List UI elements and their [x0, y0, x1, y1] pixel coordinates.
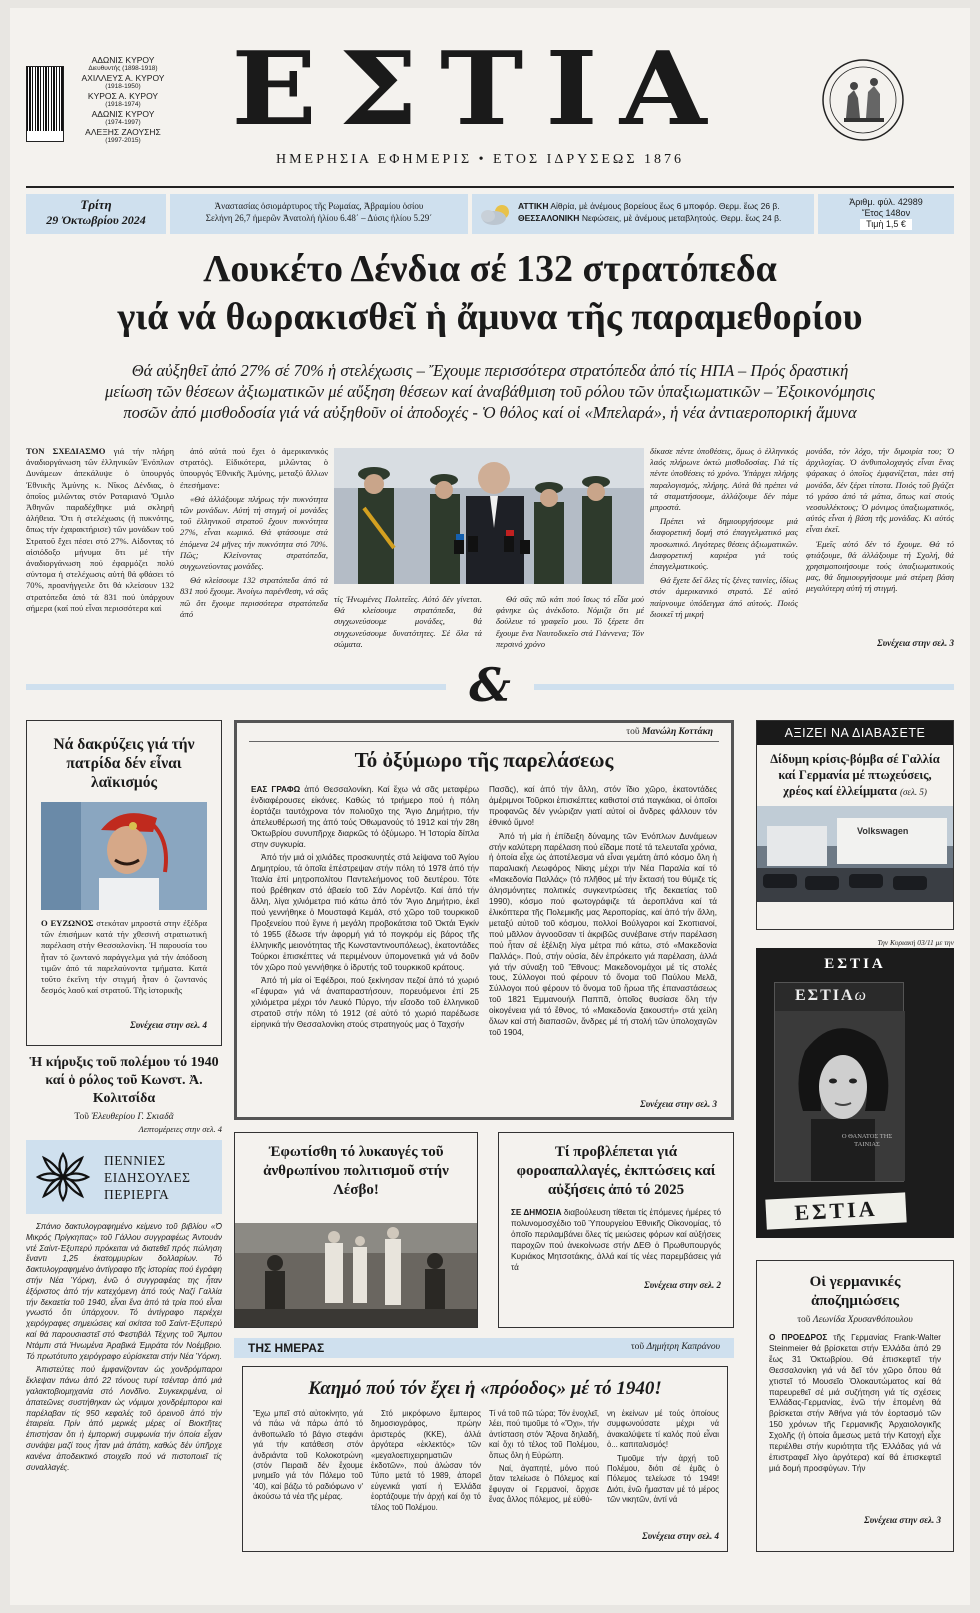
today-column-3 [489, 1409, 599, 1545]
paradox-p1: ἀπό Θεσσαλονίκη. Καί ἔχω νά σᾶς μεταφέρω ἐνδιαφέρουσες εἰκόνες. Καθώς τό τριήμερο πού ἡ πόλη ἑορτάζει ταυτόχρονα τόν πολιοῦχο της Ἅγιο Δημήτριο, τήν ἀπελευθέρωσή της ἀπό τούς Ὀθωμανούς τό 1912 καί τήν 28η Ὀκτωβρίου συνυπῆρχε διαρκῶς τό ὀξύμωρο. Ἡ Ἱστορία δίπλα στην συγκυρία. [251, 785, 479, 849]
paradox-box [234, 720, 734, 1120]
sunday-inner-cover [774, 982, 904, 1182]
paradox-byline [626, 727, 713, 737]
today-column-4 [607, 1409, 719, 1529]
today-label: ΤΗΣ ΗΜΕΡΑΣ [248, 1341, 325, 1355]
herald-box [26, 1054, 222, 1138]
lead-column-1 [26, 446, 174, 652]
evzone-continued: Συνέχεια στην σελ. 4 [130, 1020, 207, 1030]
today-column-2 [371, 1409, 481, 1545]
lead-dropcap: ΤΟΝ ΣΧΕΔΙΑΣΜΟ [26, 446, 106, 456]
lead-deck-line1: Θά αὐξηθεῖ ἀπό 27% σέ 70% ἡ στελέχωσις – Ἔχουμε περισσότερα στρατόπεδα ἀπό τίς ΗΠΑ – Πρός δραστική [131, 361, 849, 380]
lead-col5-text: δίκασε πέντε ὑποθέσεις, ὅμως ὁ ἑλληνικός λαός πλήρωνε ὀκτώ μισθοδοσίας. Γιά τίς πέντε ὑποθέσεις τό χρόνο. Ὑπάρχει πλήρης παραλογισμός, πλήρης. Αὐτά θά πρέπει νά τά σταματήσουμε, ἀλλάζουμε δέν πάμε μπροστά. [650, 446, 798, 513]
tax-headline: Τί προβλέπεται γιά φοροαπαλλαγές, ἐκπτώσεις καί αὐξήσεις ἀπό τό 2025 [516, 1144, 716, 1198]
date-label: 29 Ὀκτωβρίου 2024 [46, 213, 146, 227]
lead-headline-line1: Λουκέτο Δένδια σέ 132 στρατόπεδα [203, 248, 777, 290]
price-tag: Τιμὴ 1,5 € [860, 219, 912, 230]
paradox-p3: Ἀπό τή μία οἱ Ἐφέδροι, πού ξεκίνησαν πεζοί ἀπό τό χωριό «Γέφυρα» γιά νά ἀναπαραστήσουν, πορευόμενοι ἐπί 25 χιλιόμετρα μέχρι τόν Λευκό Πύργο, τήν εἴσοδο τοῦ ἑλληνικοῦ στρατοῦ στήν πόλη τό 1912 (σέ αὐτό τό χωριό παρέδωσε εἰρηνικά τήν Θεσσαλονίκη στούς στρατηγούς μας ὁ Ταχσήν [251, 976, 479, 1030]
newspaper-title: ΕΣΤΙΑ [231, 30, 729, 149]
lead-col5c-text: Θά ἔχετε δεῖ ὅλες τίς ξένες ταινίες, ἰδίως στόν ἀμερικανικό στρατό. Σέ αὐτό παίρνουμε ὑπόδειγμα ἀπό αὐτούς. Ποιός διοικεῖ τή μικρή [650, 575, 798, 619]
lead-deck [26, 360, 954, 423]
german-box [756, 1260, 954, 1552]
lesvos-photo [235, 1223, 477, 1327]
today-box [242, 1366, 728, 1552]
tax-continued: Συνέχεια στην σελ. 2 [644, 1280, 721, 1290]
evzone-body [41, 918, 207, 1018]
german-byline-prefix: τοῦ [797, 1315, 811, 1325]
founder-name: ΑΛΕΞΗΣ ΖΑΟΥΣΗΣ [85, 127, 161, 137]
weather-attica-label: ΑΤΤΙΚΗ [518, 201, 549, 211]
sunday-title: ΕΣΤΙΑ [824, 956, 886, 972]
masthead-rule [26, 186, 954, 188]
today-headline: Καημό πού τόν ἔχει ἡ «πρόοδος» μέ τό 1940! [308, 1378, 662, 1399]
worth-label: ΑΞΙΖΕΙ ΝΑ ΔΙΑΒΑΣΕΤΕ [757, 721, 953, 745]
today-c4: νη ἐκείνων μέ τούς ὁποίους συμφωνούσατε μέχρι νά ἀνακαλύψετε τί καλός πού εἶναι ὁ... καπιταλισμός! [607, 1409, 719, 1450]
founder-name: ΑΔΩΝΙΣ ΚΥΡΟΥ [91, 109, 155, 119]
lead-col6b-text: Ἐμεῖς αὐτό δέν τό ἔχουμε. Θά τό φτιάξουμε, θά ἀλλάξουμε τή Σχολή, θά χρησιμοποιήσουμε τούς ὑπαξιωματικούς μας, θά δημιουργήσουμε μιά στέρεη βάση μεγαλύτερη αὐτή τή στιγμή. [806, 538, 954, 594]
paradox-rule [249, 741, 719, 742]
paradox-continued: Συνέχεια στην σελ. 3 [640, 1099, 717, 1109]
paradox-byline-name: Μανώλη Κοττάκη [641, 727, 713, 737]
ampersand-ornament: & [469, 658, 511, 712]
newspaper-subtitle: ΗΜΕΡΗΣΙΑ ΕΦΗΜΕΡΙΣ • ΕΤΟΣ ΙΔΡΥΣΕΩΣ 1876 [276, 152, 684, 167]
herald-byline-name: Ἐλευθερίου Γ. Σκιαδᾶ [91, 1112, 174, 1122]
sunday-bottom-banner [765, 1192, 906, 1229]
sunday-bottom-title: ΕΣΤΙΑ [793, 1195, 879, 1226]
divider-left [26, 684, 446, 690]
german-byline-name: Λεωνίδα Χρυσανθόπουλου [812, 1315, 913, 1325]
worth-photo [757, 806, 953, 902]
sunday-caption: Την Κυριακή 03/11 με την [877, 938, 954, 947]
brief-header [26, 1140, 222, 1214]
today-byline [631, 1342, 720, 1352]
paradox-p2: Ἀπό τήν μιά οἱ χιλιάδες προσκυνητές στά λείψανα τοῦ Ἁγίου Δημητρίου, τά ὁποῖα ἐπέστρεψαν στήν πόλη τό 1978 ἀπό τήν Ἰταλία ἐπί μητροπολίτου Παντελεήμονος τοῦ δευτέρου. Τότε πού βρέθηκαν στό ἀβαείο τοῦ Σάν Λορέντζο. Καί ἀπό τήν ἄλλη, λίγα χιλιόμετρα πιό κάτω ἀπό τόν Ἅγιο Δημήτριο, ἐκεῖ πού γεννήθηκε ὁ Μουσταφά Κεμάλ, στό χῶρο τοῦ τουρκικοῦ Προξενείου πού ἔγινε ἡ μεγάλη προβοκάτσια τοῦ Ὀκτάι Ἐγκίν τό 1955 (ἔδωσε τήν ἀφορμή γιά τό πογκρόμ εἰς βάρος τῆς ἑλληνικῆς μειονότητας τῆς Κωνσταντινουπόλεως), ἑκατοντάδες Τούρκοι ἐπισκέπτες νά περιμένουν ὑπομονετικά γιά νά δοῦν τόν χῶρο πού γεννήθηκε ὁ ἰδρυτής τοῦ τουρκικοῦ κράτους. [251, 853, 479, 972]
founder-years: (1918-1974) [105, 101, 141, 108]
evzone-box [26, 720, 222, 1046]
lead-column-2 [180, 446, 328, 652]
today-c3: Τί νά τοῦ πῶ τώρα; Τόν ἐνοχλεῖ, λέει, πού τιμοῦμε τό «Ὄχι», τήν ἀντίσταση στόν Ἄξονα δηλαδή, καί ὄχι τό τέλος τοῦ Πολέμου, ὅπως ὅλη ἡ Εὐρώπη. [489, 1409, 599, 1460]
lesvos-headline: Ἐφωτίσθη τό λυκαυγές τοῦ ἀνθρωπίνου πολιτισμοῦ στήν Λέσβο! [263, 1144, 449, 1198]
today-c3b: Ναί, ἀγαπητέ, μόνο πού ὅταν τελείωσε ὁ Πόλεμος καί ἔφυγαν οἱ Γερμανοί, ἄρχισε ἕνας ἄλλος πόλεμος, μέ εὐθύ- [489, 1464, 599, 1505]
evzone-text: στεκόταν μπροστά στην ἐξέδρα τῶν ἐπισήμων κατά τήν χθεσινή στρατιωτική παρέλαση στήν Θεσσαλονίκη. Ἡ παρουσία του ἦταν τό ζωντανό παράγγελμα γιά τήν ἀπόδοση τιμῶν ἀπό τά παρελαύνοντα τμήματα. Κατά τοῦτο ἐκεῖνη τήν στιγμή ἦταν ὁ ζωντανός δεσμός λαοῦ καί στρατοῦ. Τῆς ἱστορικῆς [41, 918, 207, 996]
weather-attica-text: Αἰθρία, μὲ ἀνέμους βορείους ἕως 6 μποφόρ. Θερμ. ἕως 26 β. [550, 201, 780, 211]
paradox-headline: Τό ὀξύμωρο τῆς παρελάσεως [354, 748, 614, 772]
year-number: Ἔτος 148ον [861, 208, 911, 218]
tax-text: διαβούλευση τίθεται τίς ἑπόμενες ἡμέρες τό πολυνομοσχέδιο τοῦ Ὑπουργείου Ἐθνικῆς Οἰκονομίας, τό ὁποῖο περιλαμβάνει ὅλες τίς μειώσεις φόρων καί αὐξήσεις παροχῶν πού ἀνεκοίνωσε στήν ΔΕΘ ὁ Πρωθυπουργός Κυριάκος Μητσοτάκης, ἀλλά καί τίς νέες παρεμβάσεις γιά τά [511, 1208, 721, 1272]
lead-col1-text: γιά τήν πλήρη ἀναδιοργάνωση τῶν ἑλληνικῶν Ἐνόπλων Δυνάμεων ἀπεκάλυψε ὁ ὑπουργός Ἐθνικῆς Ἀμύνης κ. Νῖκος Δένδιας, ὁ ὁποῖος μιλῶντας στόν Ροταριανό Ὅμιλο Ἀθηνῶν παραδέχθηκε μιά σκληρή ἀλήθεια. Ὅτι ἡ στελέχωσις (ἡ πυκνότης, ὅπως τήν ἐχαρακτήρισε) τῶν μονάδων τοῦ Στρατοῦ ἔχει πέσει στό 27%. Αἰδοντας τό αἰσιόδοξο μήνυμα ὅτι μέ τήν ἀναδιοργάνωση πού ἐφαρμόζει πολύ σύντομα ἡ στελέχωσις αὐτή θά φθάσει τό 70%, προανήγγειλε ὅτι θά κλείσουν 132 στρατόπεδα ἀπό τά 831 πού ὑπάρχουν σήμερα (καί πού εἶναι περισσότερα καί [26, 446, 174, 613]
seal-logo [818, 56, 908, 144]
lesvos-box [234, 1132, 478, 1328]
german-byline [757, 1315, 953, 1325]
lead-col3-text: τίς Ἡνωμένες Πολιτεῖες. Αὐτό δέν γίνεται. Θά κλείσουμε στρατόπεδα, θά συγχωνεύσουμε μονάδες, θά συγχωνεύσουμε δυνατότητες. Σέ ὅλα τά σώματα. [334, 594, 482, 649]
herald-byline-prefix: Τοῦ [74, 1112, 89, 1122]
lead-continued: Συνέχεια στην σελ. 3 [877, 638, 954, 648]
today-column-1 [253, 1409, 363, 1545]
paradox-column-2 [489, 785, 717, 1097]
today-byline-prefix: τοῦ [630, 1342, 645, 1352]
divider-right [534, 684, 954, 690]
paradox-p5: Ἀπό τή μία ἡ ἐπίδειξη δύναμης τῶν Ἐνόπλων Δυνάμεων στήν καλύτερη παρέλαση πού εἴδαμε ποτέ τά τελευταῖα χρόνια, ἡ ὁποία εἶχε ὡς ἀποτέλεσμα νά εἶναι γεμάτη ἀπό κόσμο ὅλη ἡ παραλιακή Λεωφόρος Νίκης μέχρι τήν Νέα Παραλία καί τό «Μακεδονία Παλλάς» (τό πλῆθος μέ τήν ἔκτασή του θύμιζε τίς ἀλησμόνητες πολιτικές συγκεντρώσεις τῆς δεκαετίας τοῦ 1990), κόσμο πού φωτογράφιζε τά ἀεροπλάνα καί τά ἐλικόπτερα τῆς Πολεμικῆς μας Ἀεροπορίας, καί ἀπό τήν ἄλλη, μεταξύ αὐτοῦ τοῦ κόσμου, πολλοί Βούλγαροι καί Σκοπιανοί, πού μᾶλλον ἀγνοοῦσαν τί ἀκριβῶς συνέβαινε στήν παρέλαση πού ἦταν σέ ἐξέλιξη λίγα μέτρα πιό κάτω, στό «Μακεδονία Παλλάς». Πού, στήν οὐσία, δέν ἐπρόκειτο γιά παρέλαση, ἀλλά γιά τήν σύναξη τοῦ Ἔθνους: Μακεδονομάχοι μέ τίς στολές τους, Σύλλογοι πού φέρουν τό ὄνομα τοῦ Παύλου Μελᾶ, Σύλλογοι πού φέρουν τό ὄνομα τοῦ ἥρωα τῆς ἐπαναστάσεως τοῦ 1821 Ἐμμανουήλ Παππᾶ, ὁποῖος θυσίασε ὅλη τήν οἰκογένεια γιά τό ἔθνος, τό «Μακεδονία ξακουστή» στά χείλη ὅλων καί στή διαπασῶν, ἄνδρες μέ τή στολή τῶν ὑπολοχαγῶν τοῦ 1904, [489, 831, 717, 1037]
info-calendar-box [170, 194, 468, 234]
info-date-box [26, 194, 166, 234]
lead-column-3 [334, 594, 482, 654]
sunday-inner-title [795, 987, 903, 1005]
herald-continued: Λεπτομέρειες στην σελ. 4 [138, 1124, 222, 1134]
sunday-inner-suffix: ω [854, 987, 868, 1004]
lead-headline-line2: γιά νά θωρακισθεῖ ἡ ἄμυνα τῆς παραμεθορίου [117, 296, 863, 338]
brief-body [26, 1222, 222, 1512]
worth-headline [765, 751, 945, 800]
founder-years: Διευθυντής (1898-1918) [88, 65, 158, 72]
founder-name: ΚΥΡΟΣ Α. ΚΥΡΟΥ [87, 91, 159, 101]
today-c4b: Τιμοῦμε τήν ἀρχή τοῦ Πολέμου, διότι σέ ἐμᾶς ὁ Πόλεμος τελείωσε τό 1949! Διότι, ἐνῶ ἤμασταν μέ τό μέρος τῶν νικητῶν, ἀντί νά [607, 1453, 719, 1505]
herald-headline: Ἡ κήρυξις τοῦ πολέμου τό 1940 καί ὁ ρόλος τοῦ Κωνστ. Ἀ. Κολιτσίδα [29, 1055, 219, 1106]
info-issue-box [818, 194, 954, 234]
worth-box [756, 720, 954, 930]
worth-headline-text: Δίδυμη κρίσις-βόμβα σέ Γαλλία καί Γερμανία μέ πτωχεύσεις, χρέος καί ἐλλείμματα [770, 752, 940, 798]
tax-lead: ΣΕ ΔΗΜΟΣΙΑ [511, 1208, 562, 1217]
lead-col2-text: ἀπό αὐτά πού ἔχει ὁ ἀμερικανικός στρατός). Εἰδικότερα, μιλῶντας ὁ ὑπουργός Ἐθνικῆς Ἀμύνης, μεταξύ ἄλλων ἐπεσήμανε: [180, 446, 328, 490]
evzone-photo [41, 802, 207, 910]
lead-col2-quote2: Θά κλείσουμε 132 στρατόπεδα ἀπό τά 831 πού ἔχουμε. Ἀνοίγω παρένθεση, νά σᾶς πῶ ὅτι ἔχουμε περισσότερα στρατόπεδα ἀπό [180, 575, 328, 619]
front-page [10, 8, 970, 1605]
lead-col4-text: Θά σᾶς πῶ κάτι πού ἴσως τό εἶδα μού φάνηκε ὡς ἀνέκδοτο. Νόμιζα ὅτι μέ δούλευε τό γραφεῖο μου. Τό ξέρετε ὅτι ἔχουμε ἕνα Ναυτοδικεῖο στά Γιάννενα; Τόν περσινό χρόνο [496, 594, 644, 649]
worth-photo-sign: Volkswagen [857, 826, 909, 836]
founders-list [68, 55, 178, 145]
evzone-lead: Ο ΕΥΖΩΝΟΣ [41, 918, 94, 928]
info-weather-box [472, 194, 814, 234]
brief-item-1: Σπάνιο δακτυλογραφημένο κείμενο τοῦ βιβλίου «Ὁ Μικρός Πρίγκηπας» τοῦ Γάλλου συγγραφέως Ἀντουάν ντέ Σαίντ-Ἐξυπερύ πρόκειται νά διατεθεῖ πρός πώληση ἔναντι 1,25 ἑκατομμυρίων δολλαρίων. Τό δακτυλογραφημένο ἀντίγραφο τῆς ἱστορίας πού ἐγράφη στήν Νέα Ὑόρκη, ἐνῶ ὁ συγγραφέας της ἦταν ἐξόριστος ἀπό τήν κατεχόμενη ἀπό τούς Ναζί Γαλλία τήν δεκαετία τοῦ 1940, εἶναι ἕνα ἀπό τά τρία πού εἶναι γνωστό ὅτι ὑπάρχουν. Τό ἀντίγραφο περιέχει χειρόγραφες σημειώσεις καί σκίτσα τοῦ Σαίντ-Ἐξυπερύ καί θά παρουσιαστεῖ στό Φεστιβάλ Τέχνης τοῦ Ἄμπου Ντάμπι στά Ἡνωμένα Ἀραβικά Ἐμιράτα τόν Νοέμβριο. Τό πρωτότυπο χειρόγραφο εὑρίσκεται στήν Νέα Ὑόρκη. [26, 1222, 222, 1361]
german-text: τῆς Γερμανίας Frank-Walter Steinmeier θά βρίσκεται στήν Ἑλλάδα ἀπό 29 ἕως 31 Ὀκτωβρίου. Θά ἐπισκεφτεῖ τήν Θεσσαλονίκη γιά νά δεῖ τόν χῶρο ὅπου θά χτιστεῖ τό Μουσεῖο Ὁλοκαυτώματος καί θά παρευρεθεῖ σέ μιά συζήτηση γιά τίς σχέσεις Ἑλλάδας-Γερμανίας, ἐνῶ τήν ἑπομένη θά βρίσκεται στήν Ἀθήνα γιά τόν ἑορτασμό τῶν 150 χρόνων τῆς Γερμανικῆς Ἀρχαιολογικῆς Σχολῆς (ἡ ὁποία ἄμεσως μετά τήν Κατοχή εἶχε περιέλθει στήν κυριότητα τῆς Ἑλλάδας γιά νά ἐπιστραφεῖ λίγο ἀργότερα) καί θά ἐπισκεφτεῖ μιά δομή προσφύγων. Τήν [769, 1333, 941, 1473]
issue-number: Ἀριθμ. φύλ. 42989 [849, 197, 923, 207]
lead-col6-text: μονάδα, τόν λόχο, τήν διμοιρία του; Ὁ ἀρχιλοχίας. Ὁ ἀνθυπολοχαγός εἶναι ἕνας ψάρακας ὁ ὁποῖος ἐμφανίζεται, πάει στή μονάδα, δέν ξέρει τίποτα. Ποιός τοῦ βγάζει τό γράσο ἀπό τά μάτια, ὅπως καί στούς νεοσυλλέκτους; Ὁ μόνιμος ὑπαξιωματικός, αὐτός εἶναι ἡ βάση τῆς μονάδας. Κι αὐτός εἶναι ἐκεῖ. [806, 446, 954, 535]
weather-thess-text: Νεφώσεις, μὲ ἀνέμους μεταβλητούς. Θερμ. ἕως 24 β. [581, 213, 782, 223]
paradox-p4: Πασᾶς), καί ἀπό τήν ἄλλη, στόν ἴδιο χῶρο, ἑκατοντάδες ἀμέριμνοι Τοῦρκοι ἐπισκέπτες καθιστοί στά παγκάκια, οἱ ὁποῖοι προφανῶς δέν γνώριζαν γιατί αὐτοί οἱ ἄνδρες φάλλουν τόν ἐθνικό ὕμνο! [489, 785, 717, 827]
day-label: Τρίτη [80, 197, 112, 212]
evzone-headline: Νά δακρύζεις γιά τήν πατρίδα δέν εἶναι λαϊκισμός [53, 736, 195, 791]
today-c1: Ἔχω μπεῖ στό αὐτοκίνητο, γιά νά πάω νά πάρω ἀπό τό ἀνθοπωλεῖο τό βάγιο στεφάνι γιά τήν κατάθεση στόν ἀνδριάντα τοῦ Κολοκοτρώνη (στόν Πειραιᾶ δέν ἔχουμε μνημεῖο γιά τόν Πόλεμο τοῦ '40), καί βάζω τό ραδιόφωνο ν' ἀκούσω τά νέα τῆς μέρας. [253, 1409, 363, 1502]
moon-sun-times: Σελήνη 26,7 ἡμερῶν Ἀνατολή ἡλίου 6.48΄ – Δύσις ἡλίου 5.29΄ [205, 213, 433, 223]
lead-deck-line2: μείωση τῶν θέσεων ἀξιωματικῶν μέ αὔξηση θέσεων καί ἀναβάθμιση τοῦ ρόλου τῶν ὑπαξιωματικῶν – Ἐξοικονόμησις [105, 382, 875, 401]
lead-column-4 [496, 594, 644, 654]
founder-years: (1918-1950) [105, 83, 141, 90]
weather-thess-label: ΘΕΣΣΑΛΟΝΙΚΗ [518, 213, 580, 223]
paradox-lead: ΕΑΣ ΓΡΑΦΩ [251, 785, 301, 794]
sunday-magazine-cover [756, 948, 954, 1238]
lead-column-6 [806, 446, 954, 636]
today-byline-name: Δημήτρη Καπράνου [646, 1342, 720, 1352]
paradox-column-1 [251, 785, 479, 1111]
sunday-inner-title-text: ΕΣΤΙΑ [795, 987, 855, 1004]
cloud-sun-icon [478, 202, 514, 226]
worth-page-ref: (σελ. 5) [899, 787, 927, 797]
paradox-byline-prefix: τοῦ [626, 727, 640, 737]
founder-name: ΑΧΙΛΛΕΥΣ Α. ΚΥΡΟΥ [81, 73, 165, 83]
today-label-bar [234, 1338, 734, 1358]
lead-col2-quote1: «Θά ἀλλάξουμε πλήρως τήν πυκνότητα τῶν μονάδων. Αὐτή τή στιγμή οἱ μονάδες τοῦ ἑλληνικοῦ στρατοῦ ἔχουν πυκνότητα 27%, εἶναι κωμικό. Θά φτάσουμε στά ἑπόμενα 24 μῆνες τήν πυκνότητα στό 70%. Πῶς; Κλείνοντας στρατόπεδα, συγχωνεύοντας μονάδες. [180, 493, 328, 572]
brief-title: ΠΕΝΝΙΕΣ ΕΙΔΗΣΟΥΛΕΣ ΠΕΡΙΕΡΓΑ [104, 1153, 191, 1202]
founder-years: (1997-2015) [105, 137, 141, 144]
lead-deck-line3: ποσῶν ἀπό μισθοδοσία γιά νά αὐξηθοῦν οἱ ἀποδοχές - Ὁ θόλος καί οἱ «Μπελαρά», ἡ νέα ἀντιαεροπορική ἄμυνα [123, 403, 857, 422]
founder-name: ΑΔΩΝΙΣ ΚΥΡΟΥ [91, 55, 155, 65]
barcode [26, 66, 64, 142]
german-continued: Συνέχεια στην σελ. 3 [864, 1515, 941, 1525]
founder-years: (1974-1997) [105, 119, 141, 126]
saints-of-day: Ἀναστασίας ὁσιομάρτυρος τῆς Ρωμαίας, Ἀβραμίου ὁσίου [214, 201, 424, 211]
german-lead: Ο ΠΡΟΕΔΡΟΣ [769, 1333, 828, 1342]
lead-column-5 [650, 446, 798, 652]
today-continued: Συνέχεια στην σελ. 4 [642, 1531, 719, 1541]
sunday-book-lines: Ο ΘΑΝΑΤΟΣ ΤΗΣ ΤΑΙΝΙΑΣ [841, 1133, 893, 1148]
brief-item-2: Ἀπιστεύτες πού ἐμφανίζονταν ὡς χονδρόμπαροι ἔκλεψαν πάνω ἀπό 22 τόνους τυρί τσένταρ ἀπό μιά γαλακτοβιομηχανία στό Λονδῖνο. Συγκεκριμένα, οἱ ἀπατεῶνες συστήθηκαν ὡς νόμιμοι χονδρέμποροι καί παρέλαβαν τίς 950 κεφαλές τοῦ ὀρεινοῦ ἀπό τήν ἑταιρεία. Πρίν ἀπό μερικές μέρες οἱ Βιοκτῆτες ἐπιστήσαν ὅτι ἡ ἐμπορική συμφωνία τήν ὁποία εἶχαν συνάψει μαζί τους ἦταν μιά ἀπάτη, καθώς δέν ὑπῆρχε κανένα ἀποδεικτικό στοιχεῖο πού νά πιστοποιεῖ τίς συναλλαγές. [26, 1365, 222, 1472]
lead-photo-dendias [334, 448, 644, 584]
lead-col5b-text: Πρέπει νά δημιουργήσουμε μιά διαφορετική δομή στό ἐπαγγελματικό μας προσωπικό. Λιγότερες θέσεις ἀξιωματικῶν. Διαφορετική καριέρα γιά τούς ἐπαγγελματικούς. [650, 516, 798, 572]
german-headline: Οἱ γερμανικές ἀποζημιώσεις [809, 1274, 901, 1309]
german-body [769, 1333, 941, 1513]
herald-byline [26, 1112, 222, 1122]
tax-body [511, 1208, 721, 1278]
today-c2: Στό μικρόφωνο ἔμπειρος δημοσιογράφος, πρώην ἀριστερός (ΚΚΕ), ἀλλά ἀργότερα «ἐκλεκτός» τῶν «μεγαλοεπιχειρηματιῶν ἐκδοτῶν», πού ἀλώσαν τόν Τύπο μετά τό 1989, ἀπορεῖ εὐγενικά γιατί ἡ Ἑλλάδα ἑορτάζουμε τήν ἀρχή καί ὄχι τό τέλος τοῦ Πολέμου. [371, 1409, 481, 1512]
ornament-icon [34, 1150, 92, 1204]
tax-box [498, 1132, 734, 1328]
